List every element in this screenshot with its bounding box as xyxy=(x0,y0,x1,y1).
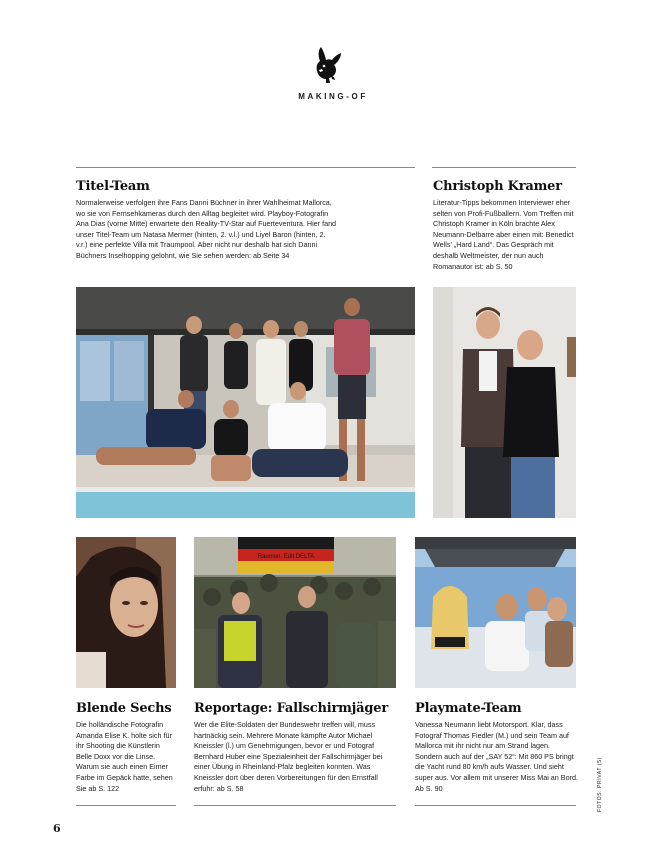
divider-reportage-bottom xyxy=(194,805,396,806)
photo-titel-team-group xyxy=(76,287,415,518)
photo-blende-sechs xyxy=(76,537,176,688)
heading-playmate-team: Playmate-Team xyxy=(415,701,522,716)
divider-titel-team xyxy=(76,167,415,168)
text-titel-team: Normalerweise verfolgen ihre Fans Danni Büchner in ihrer Wahlheimat Mallorca, wo sie von Fernsehkameras durch den Alltag begleitet wird. Playboy-Fotografin Ana Dias (vorne Mitte) erwartete den Reality-TV-Star auf Fuerteventura. Hier fand unser Titel-Team um Natasa Mermer (hinten, 2. v.l.) und Liyel Baron (hinten, 2. v.r.) eine perfekte Villa mit Traumpool. Aber nicht nur deshalb hat sich Danni Büchners Inselhopping gelohnt, wie Sie sehen werden: ab Seite 34 xyxy=(76,198,337,260)
flag-text: Raumon. Edit DELTA xyxy=(257,554,315,560)
section-label: MAKING-OF xyxy=(298,92,368,101)
heading-titel-team: Titel-Team xyxy=(76,179,150,194)
text-christoph-kramer: Literatur-Tipps bekommen Interviewer eher selten von Profi-Fußballern. Vom Treffen mit Christoph Kramer in Köln brachte Alex Neumann-Delbarre aber einen mit: Benedict Wells' „Hard Land“. Das Gespräch mit deshalb Weltmeister, der nun auch Romanautor ist: ab S. 50 xyxy=(433,198,574,271)
text-blende-sechs: Die holländische Fotografin Amanda Elise K. holte sich für ihr Shooting die Künstlerin Belle Doxx vor die Linse. Warum sie auch einen Eimer Farbe im Gepäck hatte, sehen Sie ab S. 122 xyxy=(76,720,173,793)
photo-credit: FOTOS: PRIVAT (5) xyxy=(597,757,603,812)
page-number: 6 xyxy=(53,822,61,835)
heading-christoph-kramer: Christoph Kramer xyxy=(433,179,562,194)
divider-blende-sechs-bottom xyxy=(76,805,176,806)
photo-christoph-kramer xyxy=(433,287,576,518)
photo-playmate-team xyxy=(415,537,576,688)
divider-christoph-kramer xyxy=(432,167,576,168)
text-reportage: Wer die Elite-Soldaten der Bundeswehr treffen will, muss hartnäckig sein. Mehrere Monate kämpfte Autor Michael Kneissler (l.) um Genehmigungen, bevor er und Fotograf Bernhard Huber eine Spezialeinheit der Fallschirmjäger bei einer Übung in Rheinland-Pfalz begleiten konnten. Was Kneissler dort über deren Vorbereitungen für den Ernstfall erfuhr: ab S. 58 xyxy=(194,720,383,793)
heading-blende-sechs: Blende Sechs xyxy=(76,701,172,716)
photo-reportage-fallschirmjaeger xyxy=(194,537,396,688)
divider-playmate-team-bottom xyxy=(415,805,576,806)
text-playmate-team: Vanessa Neumann liebt Motorsport. Klar, dass Fotograf Thomas Fiedler (M.) und sein Team auf Mallorca mit ihr nicht nur am Strand lagen. Sondern auch auf der „SAY 52“: Mit 860 PS bringt die Yacht rund 80 km/h aufs Wasser. Und sieht super aus. Vor allem mit unserer Miss Mai an Bord. Ab S. 90 xyxy=(415,720,578,793)
heading-reportage: Reportage: Fallschirmjäger xyxy=(194,701,388,716)
playboy-bunny-logo xyxy=(312,46,342,84)
